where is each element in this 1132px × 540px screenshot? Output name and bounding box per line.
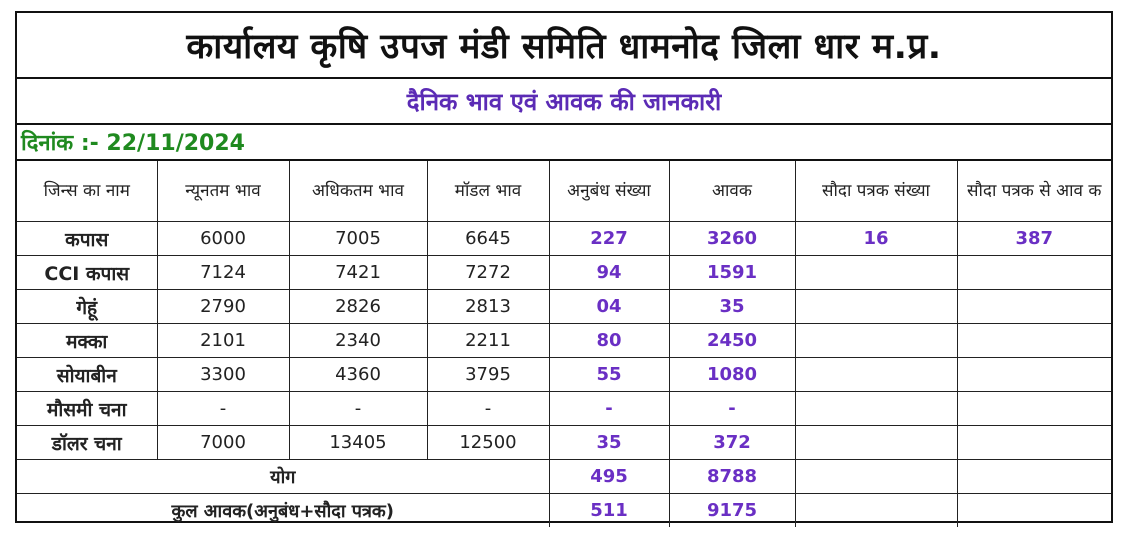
table-row bbox=[17, 392, 1111, 426]
contract-count: 94 bbox=[549, 256, 669, 290]
min-price: 2790 bbox=[157, 290, 289, 324]
model-price: - bbox=[427, 392, 549, 426]
table-row bbox=[17, 358, 1111, 392]
max-price: 7005 bbox=[289, 222, 427, 256]
col-header-contract-count: अनुबंध संख्या bbox=[549, 161, 669, 222]
total-arrival: 8788 bbox=[669, 460, 795, 494]
col-header-min-price: न्यूनतम भाव bbox=[157, 161, 289, 222]
deal-arrival bbox=[957, 426, 1111, 460]
deal-arrival bbox=[957, 256, 1111, 290]
col-header-commodity: जिन्स का नाम bbox=[17, 161, 157, 222]
commodity-name: मौसमी चना bbox=[17, 392, 157, 426]
arrival: 3260 bbox=[669, 222, 795, 256]
arrival: 1591 bbox=[669, 256, 795, 290]
grand-total-arrival: 9175 bbox=[669, 494, 795, 528]
table-row bbox=[17, 290, 1111, 324]
col-header-model-price: मॉडल भाव bbox=[427, 161, 549, 222]
commodity-name: CCI कपास bbox=[17, 256, 157, 290]
deal-count bbox=[795, 358, 957, 392]
contract-count: 80 bbox=[549, 324, 669, 358]
grand-total-contract-count: 511 bbox=[549, 494, 669, 528]
report-date: दिनांक :- 22/11/2024 bbox=[17, 125, 1111, 161]
grand-total-row bbox=[17, 494, 1111, 528]
model-price: 2813 bbox=[427, 290, 549, 324]
max-price: 2340 bbox=[289, 324, 427, 358]
min-price: 7000 bbox=[157, 426, 289, 460]
deal-arrival bbox=[957, 358, 1111, 392]
min-price: 3300 bbox=[157, 358, 289, 392]
deal-arrival bbox=[957, 324, 1111, 358]
max-price: 4360 bbox=[289, 358, 427, 392]
office-title: कार्यालय कृषि उपज मंडी समिति धामनोद जिला धार म.प्र. bbox=[17, 13, 1111, 79]
max-price: 2826 bbox=[289, 290, 427, 324]
total-row bbox=[17, 460, 1111, 494]
contract-count: - bbox=[549, 392, 669, 426]
report-subtitle: दैनिक भाव एवं आवक की जानकारी bbox=[17, 79, 1111, 125]
col-header-deal-count: सौदा पत्रक संख्या bbox=[795, 161, 957, 222]
commodity-name: गेहूं bbox=[17, 290, 157, 324]
arrival: 1080 bbox=[669, 358, 795, 392]
total-label: योग bbox=[17, 460, 549, 494]
deal-count bbox=[795, 324, 957, 358]
empty-cell bbox=[957, 460, 1111, 494]
empty-cell bbox=[957, 494, 1111, 528]
max-price: 13405 bbox=[289, 426, 427, 460]
model-price: 2211 bbox=[427, 324, 549, 358]
deal-arrival bbox=[957, 290, 1111, 324]
model-price: 7272 bbox=[427, 256, 549, 290]
max-price: - bbox=[289, 392, 427, 426]
deal-count bbox=[795, 290, 957, 324]
commodity-name: मक्का bbox=[17, 324, 157, 358]
commodity-name: कपास bbox=[17, 222, 157, 256]
table-row bbox=[17, 426, 1111, 460]
table-header-row bbox=[17, 161, 1111, 222]
col-header-max-price: अधिकतम भाव bbox=[289, 161, 427, 222]
arrival: 2450 bbox=[669, 324, 795, 358]
grand-total-label: कुल आवक(अनुबंध+सौदा पत्रक) bbox=[17, 494, 549, 528]
total-contract-count: 495 bbox=[549, 460, 669, 494]
min-price: 7124 bbox=[157, 256, 289, 290]
contract-count: 04 bbox=[549, 290, 669, 324]
col-header-deal-arrival: सौदा पत्रक से आव क bbox=[957, 161, 1111, 222]
col-header-arrival: आवक bbox=[669, 161, 795, 222]
commodity-name: डॉलर चना bbox=[17, 426, 157, 460]
empty-cell bbox=[795, 494, 957, 528]
deal-count bbox=[795, 392, 957, 426]
table-row bbox=[17, 256, 1111, 290]
model-price: 3795 bbox=[427, 358, 549, 392]
contract-count: 35 bbox=[549, 426, 669, 460]
commodity-name: सोयाबीन bbox=[17, 358, 157, 392]
empty-cell bbox=[795, 460, 957, 494]
contract-count: 55 bbox=[549, 358, 669, 392]
max-price: 7421 bbox=[289, 256, 427, 290]
deal-arrival: 387 bbox=[957, 222, 1111, 256]
model-price: 6645 bbox=[427, 222, 549, 256]
deal-count bbox=[795, 426, 957, 460]
price-table bbox=[17, 161, 1111, 527]
arrival: - bbox=[669, 392, 795, 426]
model-price: 12500 bbox=[427, 426, 549, 460]
contract-count: 227 bbox=[549, 222, 669, 256]
table-row bbox=[17, 222, 1111, 256]
min-price: - bbox=[157, 392, 289, 426]
min-price: 6000 bbox=[157, 222, 289, 256]
table-row bbox=[17, 324, 1111, 358]
deal-count: 16 bbox=[795, 222, 957, 256]
arrival: 35 bbox=[669, 290, 795, 324]
arrival: 372 bbox=[669, 426, 795, 460]
deal-count bbox=[795, 256, 957, 290]
min-price: 2101 bbox=[157, 324, 289, 358]
price-arrival-sheet bbox=[15, 11, 1113, 523]
deal-arrival bbox=[957, 392, 1111, 426]
